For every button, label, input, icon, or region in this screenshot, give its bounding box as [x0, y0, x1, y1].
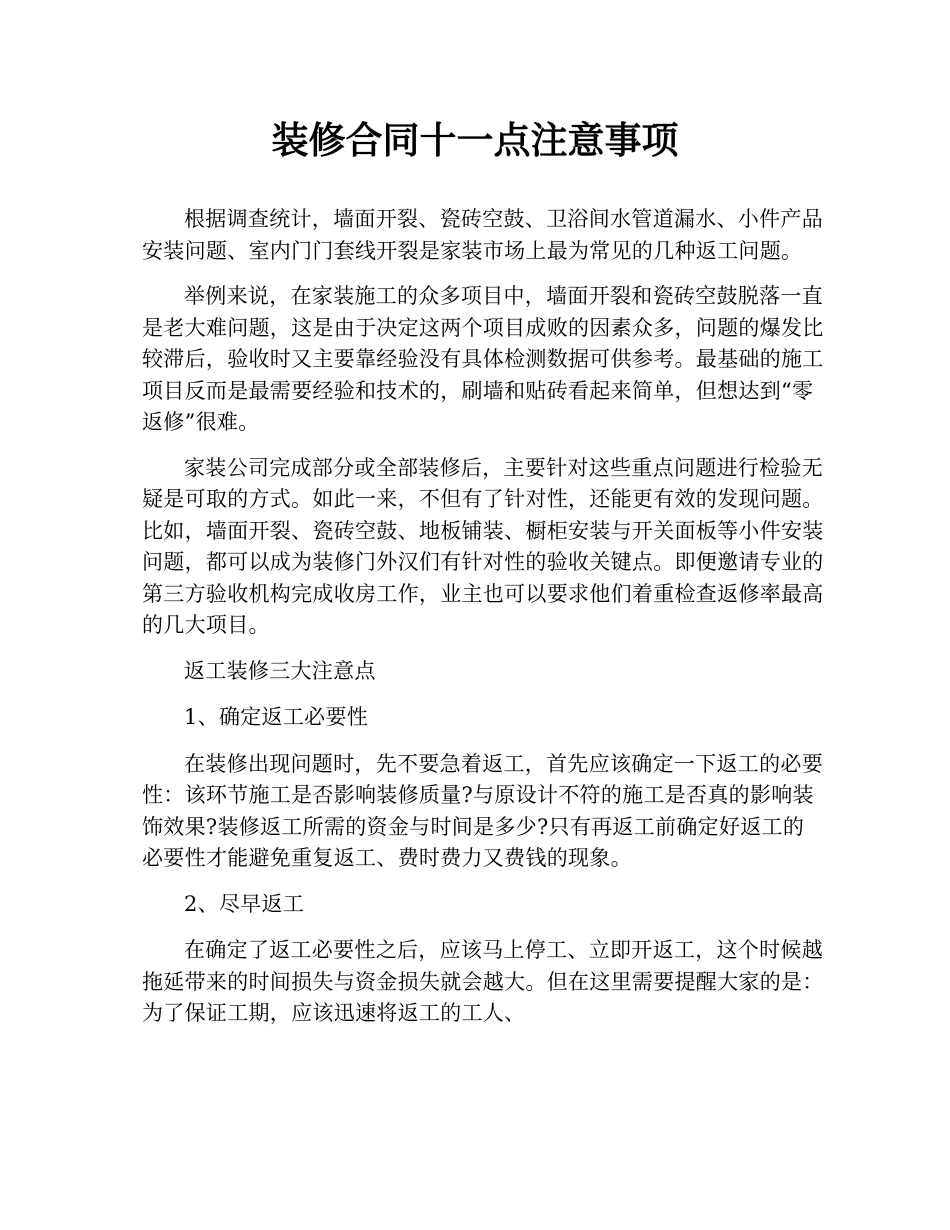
paragraph-intro: 根据调查统计，墙面开裂、瓷砖空鼓、卫浴间水管道漏水、小件产品安装问题、室内门门套线开裂是家装市场上最为常见的几种返工问题。	[142, 207, 823, 263]
point-1-body: 在装修出现问题时，先不要急着返工，首先应该确定一下返工的必要性：该环节施工是否影响装修质量?与原设计不符的施工是否真的影响装饰效果?装修返工所需的资金与时间是多少?只有再返工前确定好返工的必要性才能避免重复返工、费时费力又费钱的现象。	[142, 751, 823, 870]
point-2-heading: 2、尽早返工	[184, 891, 305, 916]
paragraph-inspection: 家装公司完成部分或全部装修后，主要针对这些重点问题进行检验无疑是可取的方式。如此一来，不但有了针对性，还能更有效的发现问题。比如，墙面开裂、瓷砖空鼓、地板铺装、橱柜安装与开关面板等小件安装问题，都可以成为装修门外汉们有针对性的验收关键点。即便邀请专业的第三方验收机构完成收房工作，业主也可以要求他们着重检查返修率最高的几大项目。	[142, 455, 824, 637]
point-1-heading: 1、确定返工必要性	[184, 705, 369, 729]
point-2-body: 在确定了返工必要性之后，应该马上停工、立即开返工，这个时候越拖延带来的时间损失与资金损失就会越大。但在这里需要提醒大家的是：为了保证工期，应该迅速将返工的工人、	[142, 938, 824, 1025]
document-body	[142, 204, 824, 1044]
section-heading: 返工装修三大注意点	[184, 658, 376, 683]
paragraph-example: 举例来说，在家装施工的众多项目中，墙面开裂和瓷砖空鼓脱落一直是老大难问题，这是由于决定这两个项目成败的因素众多，问题的爆发比较滞后，验收时又主要靠经验没有具体检测数据可供参考。最基础的施工项目反而是最需要经验和技术的，刷墙和贴砖看起来简单，但想达到“零返修”很难。	[142, 284, 824, 434]
document-title: 装修合同十一点注意事项	[271, 119, 679, 162]
